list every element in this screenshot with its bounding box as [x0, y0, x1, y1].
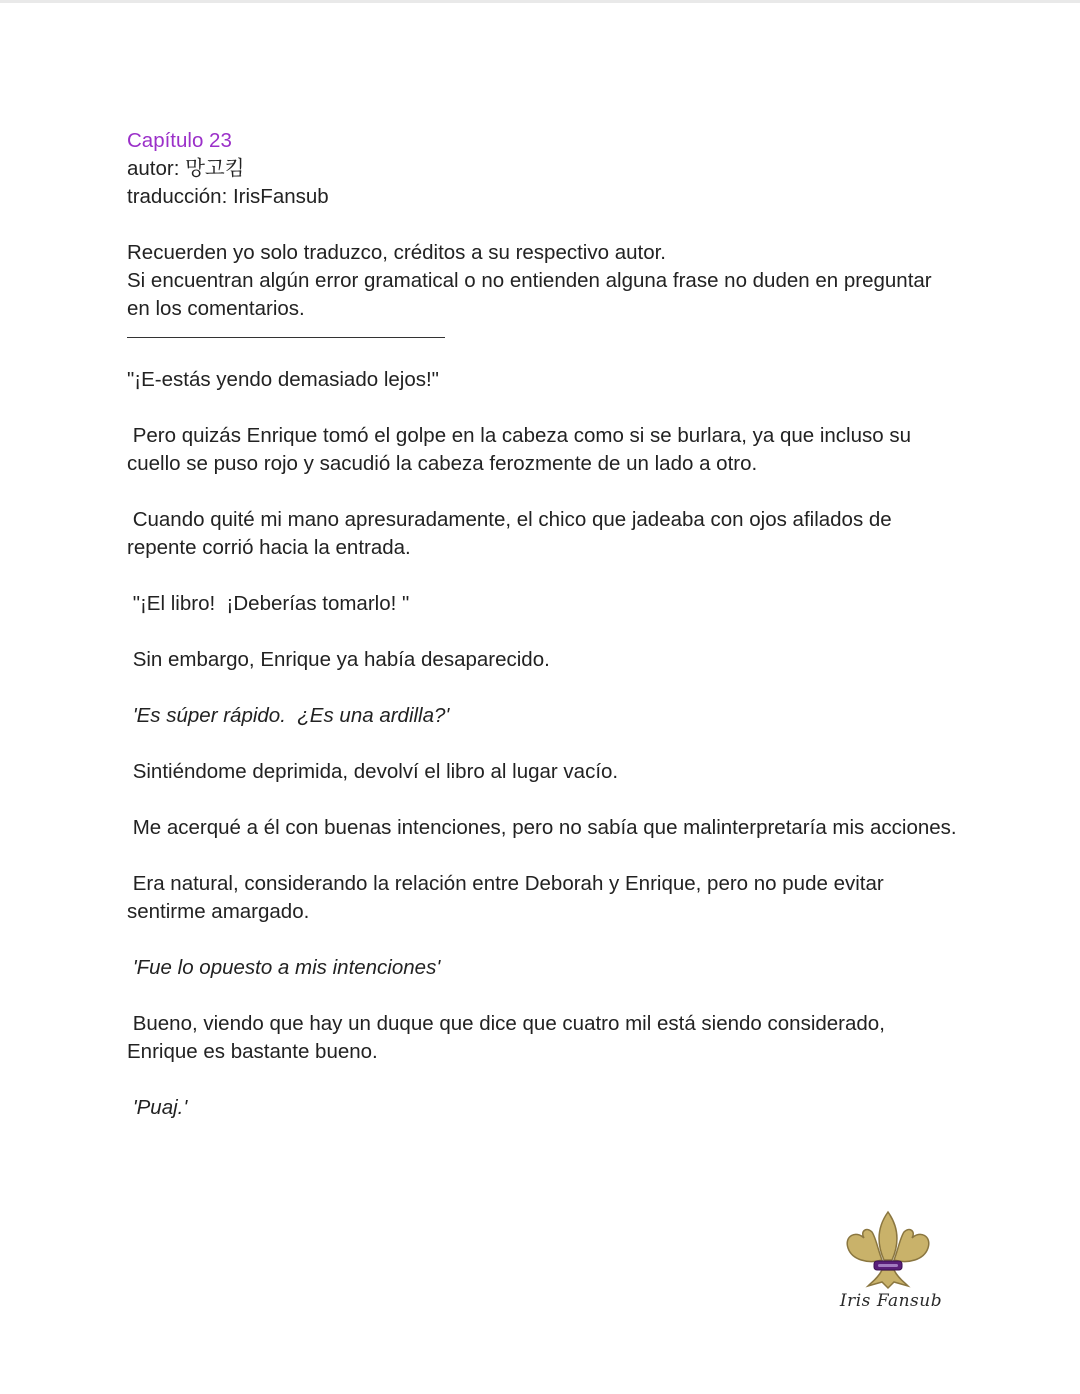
spacer: [127, 478, 957, 506]
thought-paragraph: 'Fue lo opuesto a mis intenciones': [127, 956, 441, 979]
thought-paragraph: 'Puaj.': [127, 1096, 188, 1119]
story-paragraph: Bueno, viendo que hay un duque que dice que cuatro mil está siendo considerado, Enrique es bastante bueno.: [127, 1012, 891, 1063]
spacer: [127, 730, 957, 758]
story-body: [127, 366, 957, 1122]
spacer: [127, 394, 957, 422]
top-edge: [0, 0, 1080, 3]
logo-text: Iris Fansub: [839, 1291, 943, 1311]
spacer: [127, 562, 957, 590]
spacer: [127, 674, 957, 702]
spacer: [127, 1066, 957, 1094]
spacer: [127, 926, 957, 954]
chapter-title: Capítulo 23: [127, 129, 232, 152]
separator-rule: [127, 337, 445, 338]
story-paragraph: Sin embargo, Enrique ya había desaparecido.: [127, 648, 550, 671]
story-paragraph: "¡El libro! ¡Deberías tomarlo! ": [127, 592, 410, 615]
story-paragraph: Cuando quité mi mano apresuradamente, el chico que jadeaba con ojos afilados de repente corrió hacia la entrada.: [127, 508, 898, 559]
translation-line: traducción: IrisFansub: [127, 185, 329, 208]
notice-line-1: Recuerden yo solo traduzco, créditos a su respectivo autor.: [127, 241, 666, 264]
spacer: [127, 211, 957, 239]
story-paragraph: Me acerqué a él con buenas intenciones, pero no sabía que malinterpretaría mis acciones.: [127, 816, 957, 839]
notice-line-2: Si encuentran algún error gramatical o no entienden alguna frase no duden en preguntar en los comentarios.: [127, 269, 938, 320]
story-paragraph: Sintiéndome deprimida, devolví el libro al lugar vacío.: [127, 760, 619, 783]
spacer: [127, 842, 957, 870]
spacer: [127, 352, 957, 366]
story-paragraph: Era natural, considerando la relación entre Deborah y Enrique, pero no pude evitar sentirme amargado.: [127, 872, 890, 923]
document-page: [127, 127, 957, 1122]
story-paragraph: Pero quizás Enrique tomó el golpe en la cabeza como si se burlara, ya que incluso su cuello se puso rojo y sacudió la cabeza ferozmente de un lado a otro.: [127, 424, 917, 475]
fleur-de-lis-icon: [838, 1208, 938, 1290]
thought-paragraph: 'Es súper rápido. ¿Es una ardilla?': [127, 704, 450, 727]
spacer: [127, 618, 957, 646]
spacer: [127, 786, 957, 814]
iris-fansub-logo: [838, 1208, 948, 1318]
author-line: autor: 망고킴: [127, 157, 245, 180]
spacer: [127, 982, 957, 1010]
story-paragraph: "¡E-estás yendo demasiado lejos!": [127, 368, 439, 391]
